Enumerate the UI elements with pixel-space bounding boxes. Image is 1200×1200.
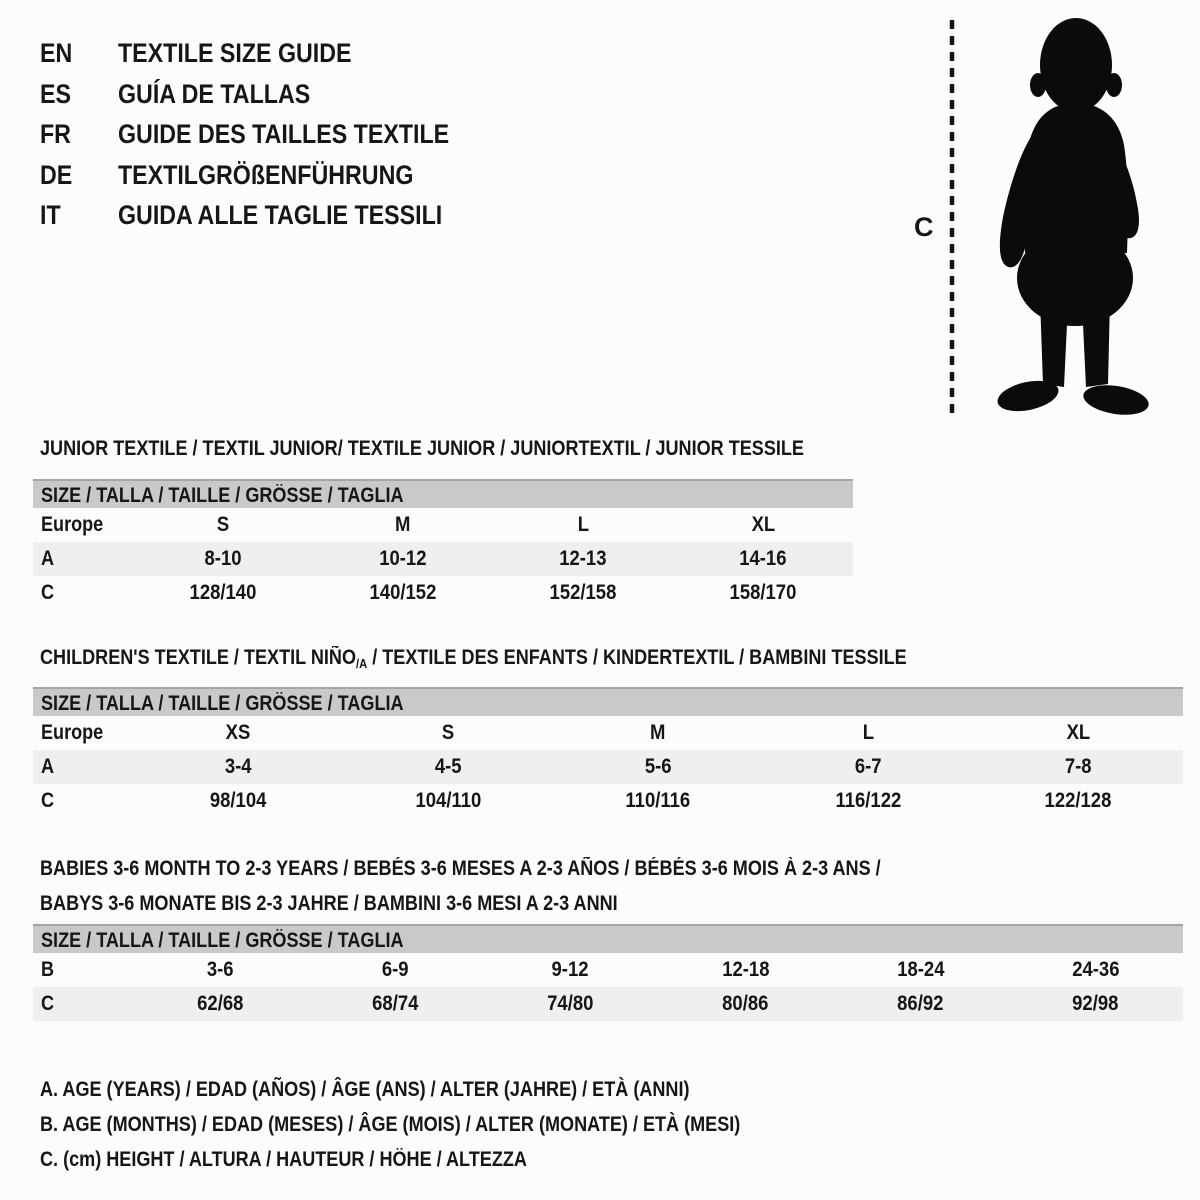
cell: 62/68 — [197, 992, 244, 1015]
cell: 4-5 — [434, 755, 462, 778]
legend — [40, 1072, 854, 1177]
junior-size-table — [33, 479, 853, 610]
cell: L — [577, 513, 589, 536]
table-row — [33, 542, 853, 576]
cell: 6-7 — [854, 755, 882, 778]
cell: XL — [751, 513, 775, 536]
cell: 158/170 — [729, 581, 797, 604]
row-label: C — [41, 992, 55, 1015]
row-label: A — [41, 547, 55, 570]
language-title: TEXTILGRÖßENFÜHRUNG — [118, 159, 414, 190]
cell: XS — [225, 721, 251, 744]
cell: 86/92 — [897, 992, 944, 1015]
language-code: FR — [40, 119, 71, 150]
language-title: TEXTILE SIZE GUIDE — [118, 38, 352, 68]
cell: 3-6 — [207, 958, 234, 981]
table-row — [33, 716, 1183, 750]
junior-section-title: JUNIOR TEXTILE / TEXTIL JUNIOR/ TEXTILE JUNIOR / JUNIORTEXTIL / JUNIOR TESSILE — [40, 437, 804, 460]
cell: 14-16 — [739, 547, 787, 570]
cell: XL — [1066, 721, 1090, 744]
cell: 5-6 — [644, 755, 672, 778]
cell: 98/104 — [209, 789, 267, 812]
children-size-table — [33, 687, 1183, 818]
language-list — [40, 33, 503, 236]
row-label: B — [41, 958, 55, 981]
cell: 8-10 — [204, 547, 242, 570]
cell: 110/116 — [625, 789, 691, 812]
legend-line-age-months: B. AGE (MONTHS) / EDAD (MESES) / ÂGE (MOIS) / ALTER (MONATE) / ETÀ (MESI) — [40, 1113, 741, 1136]
row-label: Europe — [41, 721, 104, 744]
cell: 152/158 — [549, 581, 617, 604]
cell: 12-18 — [721, 958, 770, 981]
cell: 116/122 — [835, 789, 901, 812]
language-title: GUIDA ALLE TAGLIE TESSILI — [118, 200, 443, 231]
cell: 74/80 — [547, 992, 594, 1015]
row-label: C — [41, 789, 55, 812]
legend-line-height-cm: C. (cm) HEIGHT / ALTURA / HAUTEUR / HÖHE / ALTEZZA — [40, 1148, 527, 1171]
cell: 92/98 — [1072, 992, 1119, 1015]
cell: S — [216, 513, 230, 536]
title-subscript: /A — [356, 656, 368, 671]
size-table-header: SIZE / TALLA / TAILLE / GRÖSSE / TAGLIA — [33, 924, 1183, 953]
language-code: ES — [40, 78, 71, 109]
language-code: EN — [40, 38, 73, 68]
language-code: DE — [40, 159, 73, 190]
size-table-header: SIZE / TALLA / TAILLE / GRÖSSE / TAGLIA — [33, 687, 1183, 716]
cell: 104/110 — [415, 789, 481, 812]
cell: S — [441, 721, 455, 744]
cell: L — [862, 721, 874, 744]
cell: 140/152 — [369, 581, 437, 604]
cell: 12-13 — [559, 547, 607, 570]
cell: 6-9 — [382, 958, 409, 981]
cell: 7-8 — [1064, 755, 1092, 778]
cell: 128/140 — [189, 581, 257, 604]
cell: 3-4 — [224, 755, 252, 778]
table-row — [33, 953, 1183, 987]
cell: 122/128 — [1044, 789, 1112, 812]
toddler-figure — [995, 18, 1151, 419]
table-row — [33, 576, 853, 610]
legend-line-age-years: A. AGE (YEARS) / EDAD (AÑOS) / ÂGE (ANS) / ALTER (JAHRE) / ETÀ (ANNI) — [40, 1078, 690, 1101]
babies-size-table — [33, 924, 1183, 1021]
table-row — [33, 987, 1183, 1021]
table-row — [33, 784, 1183, 818]
cell: M — [650, 721, 666, 744]
language-title: GUIDE DES TAILLES TEXTILE — [118, 119, 450, 150]
row-label: A — [41, 755, 55, 778]
cell: 80/86 — [722, 992, 769, 1015]
babies-section-title: BABIES 3-6 MONTH TO 2-3 YEARS / BEBÉS 3-6 MESES A 2-3 AÑOS / BÉBÉS 3-6 MOIS À 2-3 ANS / BABYS 3-6 MONATE BIS 2-3 JAHRE / BAMBINI 3-6 MESI A 2-3 ANNI — [40, 857, 881, 915]
cell: 18-24 — [896, 958, 945, 981]
cell: 24-36 — [1071, 958, 1120, 981]
cell: 9-12 — [552, 958, 589, 981]
row-label: Europe — [41, 513, 104, 536]
table-row — [33, 508, 853, 542]
cell: 68/74 — [372, 992, 419, 1015]
table-row — [33, 750, 1183, 784]
cell: 10-12 — [379, 547, 427, 570]
toddler-silhouette — [938, 10, 1163, 430]
cell: M — [395, 513, 411, 536]
row-label: C — [41, 581, 55, 604]
height-measure-label: C — [914, 212, 934, 242]
language-code: IT — [40, 200, 61, 231]
size-table-header: SIZE / TALLA / TAILLE / GRÖSSE / TAGLIA — [33, 479, 853, 508]
language-title: GUÍA DE TALLAS — [118, 78, 311, 109]
children-section-title: CHILDREN'S TEXTILE / TEXTIL $NIÑO_{/A}$ / TEXTILE DES ENFANTS / KINDERTEXTIL / BAMBINI TESSILE — [40, 646, 907, 671]
